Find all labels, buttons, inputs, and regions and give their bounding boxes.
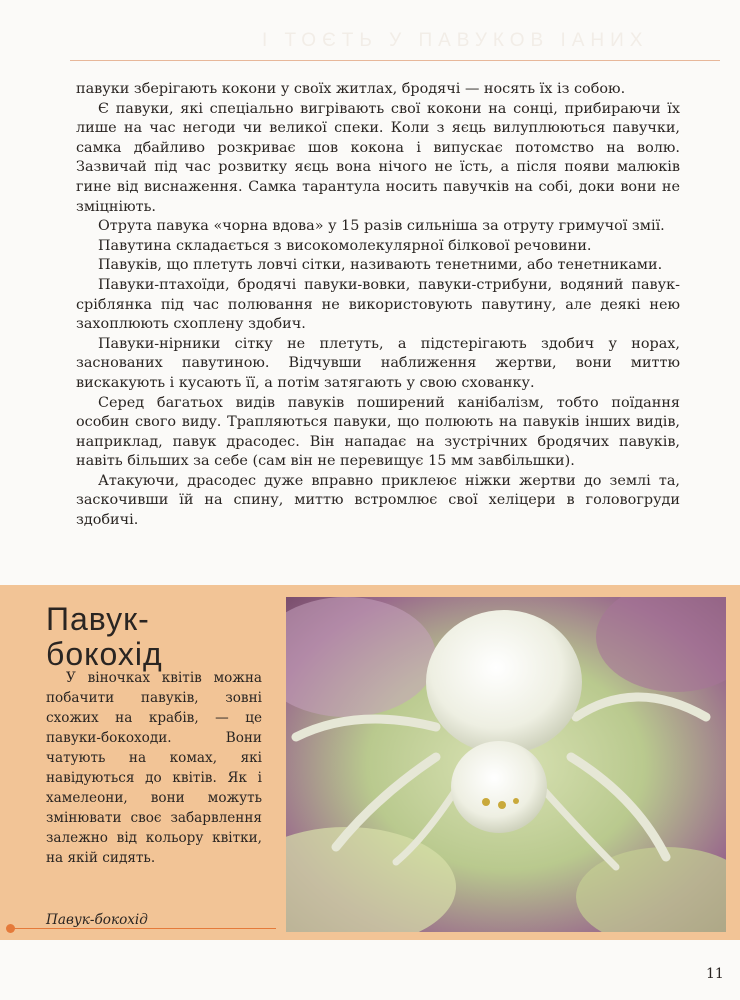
paragraph: Павуки-птахоїди, бродячі павуки-вовки, павуки-стрибуни, водяний павук-сріблянка під час полювання не використовують павутину, але деякі нею захоплюють схоплену здобич. — [76, 276, 680, 333]
sidebar-title — [46, 602, 276, 672]
header-rule — [70, 60, 720, 61]
sidebar-text: У віночках квітів можна побачити павуків, зовні схожих на крабів, — це павуки-бокоходи. Вони чатують на комах, які навідуються до квітів. Як і хамелеони, вони можуть змінювати своє забарвлення залежно від кольору квітки, на якій сидять. — [46, 670, 262, 866]
paragraph: Павуки-нірники сітку не плетуть, а підстерігають здобич у норах, заснованих павутиною. Відчувши наближення жертви, вони миттю вискакують і кусають її, а потім затягають у свою схованку. — [76, 335, 680, 391]
faded-header-title: І ТОЄТЬ У ПАВУКОВ ІАНИХ — [262, 30, 649, 51]
paragraph: Серед багатьох видів павуків поширений канібалізм, тобто поїдання особин свого виду. Трапляються павуки, що полюють на павуків інших видів, наприклад, павук драсодес. Він нападає на зустрічних бродячих павуків, навіть більших за себе (сам він не перевищує 15 мм завбільшки). — [76, 394, 680, 470]
paragraph: Павуків, що плетуть ловчі сітки, називають тенетними, або тенетниками. — [98, 257, 663, 274]
sidebar-title-line: бокохід — [46, 636, 163, 672]
paragraph: Отрута павука «чорна вдова» у 15 разів сильніша за отруту гримучої змії. — [98, 218, 665, 235]
paragraph: Атакуючи, драсодес дуже вправно приклеює ніжки жертви до землі та, заскочивши їй на спину, миттю встромлює свої хеліцери в головогруди здобичі. — [76, 472, 680, 529]
paragraph: Є павуки, які спеціально вигрівають свої кокони на сонці, прибираючи їх лише на час негоди чи великої спеки. Коли з яєць вилуплюються павучки, самка дбайливо розкриває шов кокона і випускає потомство на волю. Зазвичай під час розвитку яєць вона нічого не їсть, а після появи малюків гине від виснаження. Самка тарантула носить павучків на собі, доки вони не зміцніють. — [76, 100, 680, 215]
photo-caption: Павук-бокохід — [46, 912, 148, 928]
body-text — [76, 80, 680, 531]
paragraph: Павутина складається з високомолекулярної білкової речовини. — [98, 237, 592, 254]
paragraph: павуки зберігають кокони у своїх житлах, бродячі — носять їх із собою. — [76, 81, 626, 97]
caption-rule — [10, 928, 276, 929]
page-number: 11 — [706, 966, 724, 982]
sidebar-title-line: Павук- — [46, 601, 150, 637]
crab-spider-photo — [286, 597, 726, 932]
